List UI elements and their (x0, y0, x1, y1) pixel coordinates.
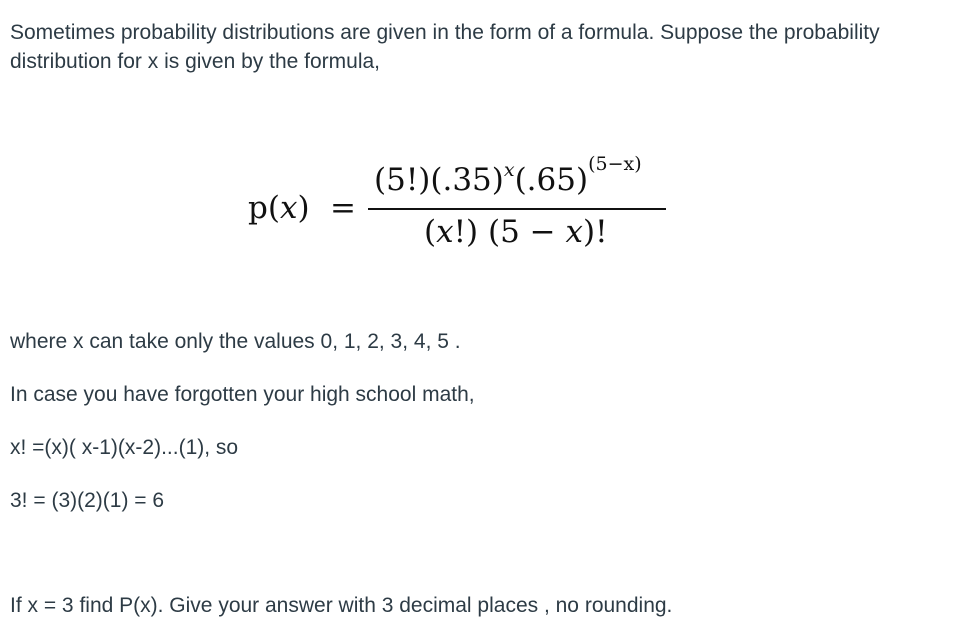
denominator-middle: !) (5 − (453, 214, 566, 250)
denominator-variable-2: x (565, 214, 583, 250)
numerator-base-2: (.65) (514, 162, 589, 198)
formula-lhs-close: ) (297, 190, 310, 226)
numerator-base: (5!)(.35) (374, 162, 504, 198)
numerator-exponent-x: x (503, 159, 515, 181)
denominator-open: ( (424, 214, 437, 250)
formula-equals-sign: = (330, 190, 356, 226)
factorial-definition: x! =(x)( x-1)(x-2)...(1), so (10, 436, 239, 459)
numerator-exponent-5-minus-x: (5−x) (588, 153, 642, 175)
question-prompt: If x = 3 find P(x). Give your answer with 3 decimal places , no rounding. (10, 594, 673, 617)
intro-paragraph: Sometimes probability distributions are given in the form of a formula. Suppose the probability distribution for x is given by the formula, (10, 21, 880, 73)
formula-denominator (424, 214, 608, 250)
fraction-bar (368, 208, 666, 210)
denominator-variable-1: x (436, 214, 454, 250)
formula-lhs-variable: x (279, 190, 298, 226)
formula-numerator (374, 153, 642, 198)
reminder-statement: In case you have forgotten your high school math, (10, 383, 475, 406)
denominator-close: )! (582, 214, 608, 250)
formula-lhs-function: p( (248, 190, 280, 226)
factorial-example: 3! = (3)(2)(1) = 6 (10, 489, 165, 512)
formula-lhs (248, 190, 310, 226)
probability-formula (248, 150, 678, 260)
values-statement: where x can take only the values 0, 1, 2, 3, 4, 5 . (10, 330, 461, 353)
